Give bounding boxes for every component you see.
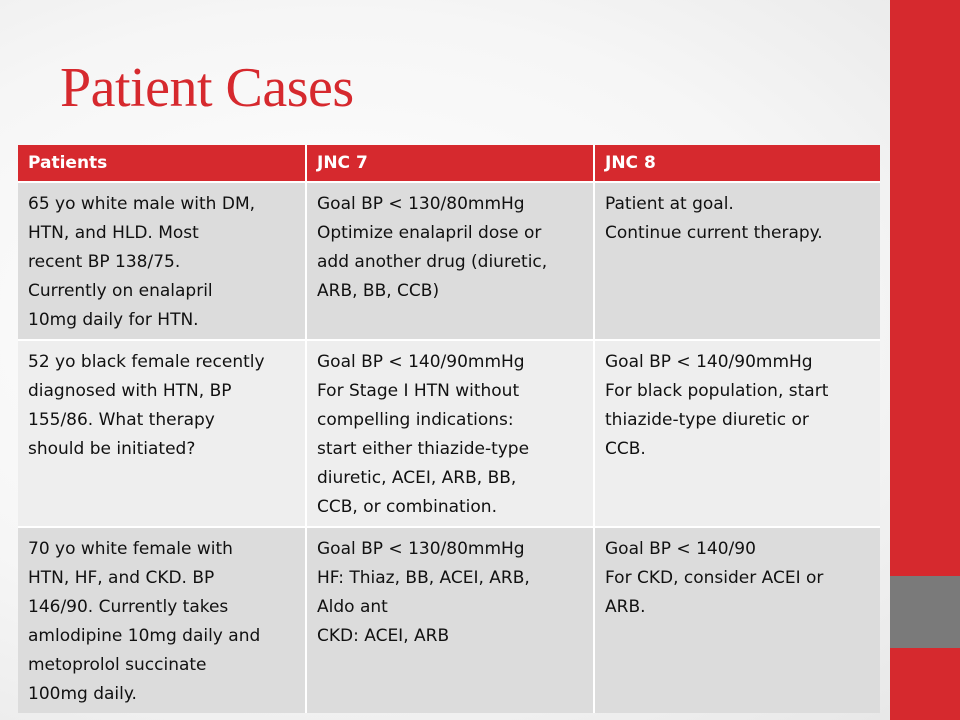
table-row bbox=[18, 340, 880, 527]
cell-jnc8: Patient at goal. Continue current therapy. bbox=[594, 182, 880, 340]
header-jnc8: JNC 8 bbox=[594, 145, 880, 182]
table-row bbox=[18, 182, 880, 340]
header-patients: Patients bbox=[18, 145, 306, 182]
cell-patient: 52 yo black female recently diagnosed with HTN, BP 155/86. What therapy should be initiated? bbox=[18, 340, 306, 527]
cell-jnc8: Goal BP < 140/90 For CKD, consider ACEI or ARB. bbox=[594, 527, 880, 713]
cell-jnc7: Goal BP < 130/80mmHg HF: Thiaz, BB, ACEI, ARB, Aldo ant CKD: ACEI, ARB bbox=[306, 527, 594, 713]
table-row bbox=[18, 527, 880, 713]
sidebar-gray-block bbox=[890, 576, 960, 648]
header-jnc7: JNC 7 bbox=[306, 145, 594, 182]
cell-jnc7: Goal BP < 130/80mmHg Optimize enalapril dose or add another drug (diuretic, ARB, BB, CCB) bbox=[306, 182, 594, 340]
table-header-row bbox=[18, 145, 880, 182]
patient-cases-table bbox=[18, 145, 880, 713]
cell-patient: 70 yo white female with HTN, HF, and CKD. BP 146/90. Currently takes amlodipine 10mg daily and metoprolol succinate 100mg daily. bbox=[18, 527, 306, 713]
cell-jnc8: Goal BP < 140/90mmHg For black population, start thiazide-type diuretic or CCB. bbox=[594, 340, 880, 527]
slide-title: Patient Cases bbox=[60, 57, 354, 119]
sidebar-accent-bar bbox=[890, 0, 960, 720]
cell-jnc7: Goal BP < 140/90mmHg For Stage I HTN without compelling indications: start either thiazide-type diuretic, ACEI, ARB, BB, CCB, or combination. bbox=[306, 340, 594, 527]
cell-patient: 65 yo white male with DM, HTN, and HLD. Most recent BP 138/75. Currently on enalapril 10mg daily for HTN. bbox=[18, 182, 306, 340]
